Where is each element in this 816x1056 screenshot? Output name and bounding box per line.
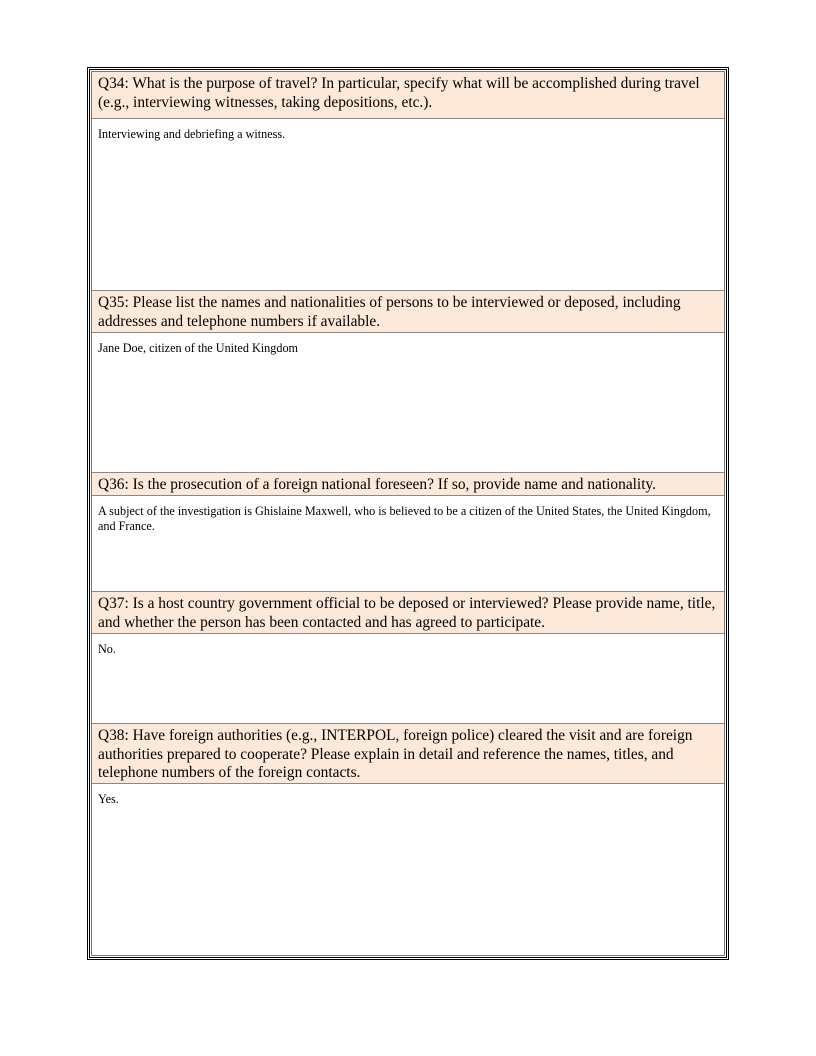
form-table	[91, 71, 725, 956]
question-q35: Q35: Please list the names and nationalities of persons to be interviewed or deposed, including addresses and telephone numbers if available.	[92, 291, 724, 333]
question-q34: Q34: What is the purpose of travel? In particular, specify what will be accomplished during travel (e.g., interviewing witnesses, taking depositions, etc.).	[92, 72, 724, 119]
question-q36: Q36: Is the prosecution of a foreign national foreseen? If so, provide name and nationality.	[92, 473, 724, 496]
question-q38: Q38: Have foreign authorities (e.g., INTERPOL, foreign police) cleared the visit and are foreign authorities prepared to cooperate? Please explain in detail and reference the names, titles, and telephone numbers of the foreign contacts.	[92, 724, 724, 784]
answer-q36: A subject of the investigation is Ghislaine Maxwell, who is believed to be a citizen of the United States, the United Kingdom, and France.	[92, 496, 724, 592]
answer-q37: No.	[92, 634, 724, 724]
question-q37: Q37: Is a host country government official to be deposed or interviewed? Please provide name, title, and whether the person has been contacted and has agreed to participate.	[92, 592, 724, 634]
answer-q35: Jane Doe, citizen of the United Kingdom	[92, 333, 724, 473]
travel-form	[87, 67, 729, 960]
answer-q38: Yes.	[98, 792, 119, 806]
answer-q34: Interviewing and debriefing a witness.	[92, 119, 724, 291]
